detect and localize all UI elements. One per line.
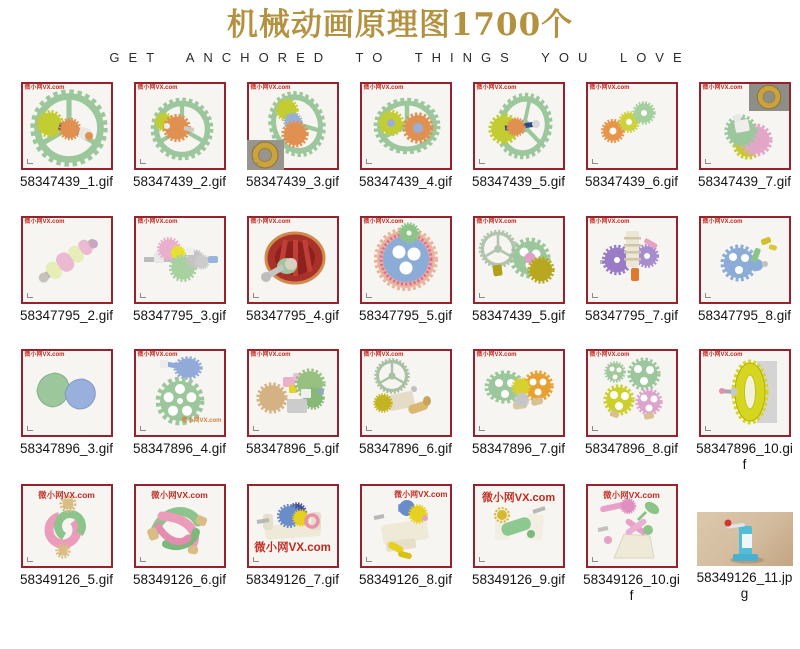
gallery-cell [462, 82, 575, 190]
watermark-label: 微小网VX.com [24, 85, 65, 91]
watermark-label: 微小网VX.com [254, 541, 331, 554]
gallery-cell [236, 349, 349, 474]
watermark-label: 微小网VX.com [137, 85, 178, 91]
thumbnail[interactable] [586, 216, 678, 304]
watermark-label: 微小网VX.com [589, 219, 630, 226]
file-name: 58347896_4.gif [132, 440, 227, 456]
axis-corner-mark [253, 159, 259, 164]
gallery-cell [123, 82, 236, 190]
gears-illustration [588, 351, 676, 435]
axis-corner-mark [140, 159, 146, 164]
gallery-cell [123, 349, 236, 474]
axis-corner-mark [253, 557, 259, 562]
file-name: 58347439_6.gif [584, 174, 679, 189]
file-name: 58347795_4.gif [245, 308, 340, 324]
thumbnail[interactable] [21, 484, 113, 568]
watermark-label: 微小网VX.com [702, 351, 743, 358]
axis-corner-mark [592, 159, 598, 164]
thumbnail[interactable] [21, 82, 113, 170]
thumbnail[interactable] [699, 216, 791, 304]
file-name: 58349126_10.gif [583, 571, 680, 604]
watermark-label: 微小网VX.com [38, 489, 95, 500]
thumbnail[interactable] [134, 484, 226, 568]
thumbnail[interactable] [699, 82, 791, 170]
thumbnail[interactable] [247, 349, 339, 437]
axis-corner-mark [592, 426, 598, 431]
file-name: 58347439_7.gif [697, 174, 792, 189]
axis-corner-mark [592, 557, 598, 562]
file-name: 58349126_5.gif [19, 571, 114, 587]
brass-ring-photo [749, 84, 789, 111]
file-name: 58347439_3.gif [245, 174, 340, 189]
gallery-cell [236, 82, 349, 190]
watermark-label: 微小网VX.com [181, 418, 222, 425]
gears-illustration [475, 218, 563, 302]
axis-corner-mark [479, 557, 485, 562]
watermark-label: 微小网VX.com [481, 491, 556, 504]
page-title: 机械动画原理图1700个 [226, 7, 574, 43]
file-name: 58347439_1.gif [19, 174, 114, 189]
file-name: 58349126_7.gif [245, 571, 340, 587]
watermark-label: 微小网VX.com [702, 219, 743, 226]
thumbnail[interactable] [473, 349, 565, 437]
gallery-cell [236, 484, 349, 605]
gallery-cell [349, 484, 462, 605]
watermark-label: 微小网VX.com [476, 219, 517, 226]
file-name: 58349126_9.gif [471, 571, 566, 587]
file-name: 58347795_5.gif [358, 308, 453, 324]
watermark-label: 微小网VX.com [702, 85, 743, 91]
watermark-label: 微小网VX.com [250, 85, 291, 91]
watermark-label: 微小网VX.com [24, 351, 65, 358]
watermark-label: 微小网VX.com [137, 351, 178, 358]
thumbnail[interactable] [473, 216, 565, 304]
axis-corner-mark [479, 159, 485, 164]
thumbnail-photo[interactable] [697, 512, 793, 566]
axis-corner-mark [140, 557, 146, 562]
thumbnail[interactable] [699, 349, 791, 437]
axis-corner-mark [253, 293, 259, 298]
file-name: 58347896_7.gif [471, 440, 566, 456]
gears-illustration [588, 84, 676, 168]
file-name: 58347439_5.gif [471, 174, 566, 189]
axis-corner-mark [366, 426, 372, 431]
axis-corner-mark [140, 293, 146, 298]
gallery-cell [10, 484, 123, 605]
file-name: 58347896_10.gif [696, 440, 793, 473]
file-name: 58347795_7.gif [584, 308, 679, 324]
gears-illustration [362, 218, 450, 302]
thumbnail[interactable] [134, 216, 226, 304]
gears-illustration [701, 351, 789, 435]
axis-corner-mark [27, 557, 33, 562]
axis-corner-mark [705, 159, 711, 164]
gallery-cell [688, 484, 800, 605]
thumbnail[interactable] [586, 349, 678, 437]
watermark-label: 微小网VX.com [589, 85, 630, 91]
thumbnail[interactable] [21, 216, 113, 304]
axis-corner-mark [366, 159, 372, 164]
gears-illustration [136, 218, 224, 302]
axis-corner-mark [253, 426, 259, 431]
gallery-cell [349, 349, 462, 474]
thumbnail[interactable] [247, 82, 339, 170]
grid-row-4 [10, 484, 800, 605]
gallery-cell [123, 216, 236, 324]
gallery-cell [575, 349, 688, 474]
axis-corner-mark [366, 293, 372, 298]
watermark-label: 微小网VX.com [151, 489, 208, 500]
file-name: 58347795_8.gif [697, 308, 792, 324]
thumbnail[interactable] [360, 484, 452, 568]
gallery-cell [575, 484, 688, 605]
watermark-label: 微小网VX.com [363, 219, 404, 226]
file-name: 58347896_6.gif [358, 440, 453, 456]
gears-illustration [362, 84, 450, 168]
axis-corner-mark [479, 293, 485, 298]
thumbnail[interactable] [21, 349, 113, 437]
thumbnail[interactable] [134, 82, 226, 170]
file-name: 58349126_6.gif [132, 571, 227, 587]
file-name: 58347795_2.gif [19, 308, 114, 324]
watermark-label: 微小网VX.com [363, 85, 404, 91]
gallery-cell [575, 216, 688, 324]
gallery-cell [10, 349, 123, 474]
page-subtitle: GET ANCHORED TO THINGS YOU LOVE [109, 50, 691, 65]
file-name: 58347896_8.gif [584, 440, 679, 456]
watermark-label: 微小网VX.com [363, 351, 404, 358]
axis-corner-mark [366, 557, 372, 562]
gears-illustration [362, 351, 450, 435]
file-name: 58349126_11.jpg [696, 569, 793, 602]
axis-corner-mark [27, 293, 33, 298]
file-name: 58347439_4.gif [358, 174, 453, 189]
watermark-label: 微小网VX.com [394, 489, 448, 499]
thumbnail[interactable] [586, 484, 678, 568]
gallery-cell [688, 82, 800, 190]
axis-corner-mark [479, 426, 485, 431]
gears-illustration [475, 351, 563, 435]
file-name: 58347439_2.gif [132, 174, 227, 189]
axis-corner-mark [27, 159, 33, 164]
gallery-cell [10, 216, 123, 324]
axis-corner-mark [27, 426, 33, 431]
thumbnail[interactable] [360, 349, 452, 437]
thumbnail[interactable] [134, 349, 226, 437]
thumbnail[interactable] [247, 216, 339, 304]
file-name: 58347795_3.gif [132, 308, 227, 324]
gears-illustration [136, 84, 224, 168]
gallery-cell [688, 349, 800, 474]
gears-illustration [588, 218, 676, 302]
gears-illustration [701, 218, 789, 302]
thumbnail[interactable] [586, 82, 678, 170]
axis-corner-mark [705, 293, 711, 298]
gallery-cell [349, 82, 462, 190]
thumbnail-grid [0, 82, 800, 605]
watermark-label: 微小网VX.com [250, 351, 291, 358]
watermark-label: 微小网VX.com [476, 351, 517, 358]
watermark-label: 微小网VX.com [589, 351, 630, 358]
gears-illustration [23, 84, 111, 168]
gallery-cell [462, 484, 575, 605]
gears-illustration [23, 351, 111, 435]
gallery-cell [10, 82, 123, 190]
file-name: 58347439_5.gif [471, 308, 566, 324]
file-name: 58349126_8.gif [358, 571, 453, 587]
thumbnail[interactable] [473, 484, 565, 568]
watermark-label: 微小网VX.com [24, 219, 65, 226]
gallery-cell [462, 349, 575, 474]
watermark-label: 微小网VX.com [137, 219, 178, 226]
gallery-cell [123, 484, 236, 605]
grid-row-2 [10, 216, 800, 324]
file-name: 58347896_5.gif [245, 440, 340, 456]
axis-corner-mark [705, 426, 711, 431]
axis-corner-mark [140, 426, 146, 431]
gallery-cell [236, 216, 349, 324]
file-name: 58347896_3.gif [19, 440, 114, 456]
thumbnail[interactable] [473, 82, 565, 170]
gears-illustration [249, 218, 337, 302]
gallery-cell [575, 82, 688, 190]
ice-shaver-illustration [697, 512, 793, 566]
grid-row-3 [10, 349, 800, 474]
gears-illustration [475, 84, 563, 168]
watermark-label: 微小网VX.com [603, 489, 660, 500]
gears-illustration [23, 218, 111, 302]
thumbnail[interactable] [247, 484, 339, 568]
gears-illustration [249, 351, 337, 435]
thumbnail[interactable] [360, 82, 452, 170]
axis-corner-mark [592, 293, 598, 298]
watermark-label: 微小网VX.com [476, 85, 517, 91]
brass-ring-photo [247, 140, 284, 170]
watermark-label: 微小网VX.com [250, 219, 291, 226]
gallery-cell [688, 216, 800, 324]
grid-row-1 [10, 82, 800, 190]
gallery-cell [349, 216, 462, 324]
gallery-cell [462, 216, 575, 324]
thumbnail[interactable] [360, 216, 452, 304]
